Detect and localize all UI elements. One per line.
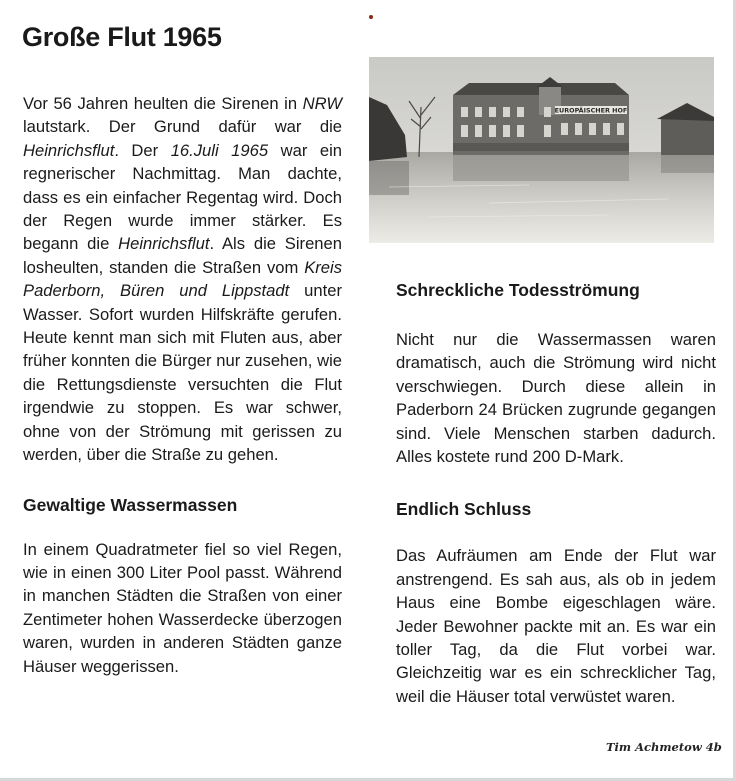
- section-text-wassermassen: In einem Quadratmeter fiel so viel Regen, wie in einen 300 Liter Pool passt. Während in manchen Städten die Straßen von einer Zentimeter hohen Wasserdecke überzogen waren, wurden in anderen Städten ganze Häuser weggerissen.: [23, 539, 342, 676]
- intro-paragraph: [23, 92, 342, 467]
- section-heading-wassermassen: Gewaltige Wassermassen: [23, 494, 238, 515]
- right-column: [396, 279, 716, 708]
- section-text-todesstroemung: Nicht nur die Wassermassen waren dramatisch, auch die Strömung wird nicht verschwiegen. Durch diese allein in Paderborn 24 Brücken zugrunde gegangen sind. Viele Menschen starben dadurch. Alles kostete rund 200 D-Mark.: [396, 330, 716, 467]
- intro-emph-nrw: NRW: [302, 94, 342, 113]
- intro-text-3: . Der: [114, 140, 171, 160]
- intro-emph-date: 16.Juli 1965: [170, 140, 269, 160]
- author-signature: Tim Achmetow 4b: [606, 740, 722, 754]
- left-column: [23, 92, 342, 678]
- intro-emph-heinrichsflut-2: Heinrichsflut: [118, 234, 210, 254]
- section-heading-schluss: Endlich Schluss: [396, 499, 532, 520]
- flood-photo: [369, 57, 714, 243]
- intro-text-2: lautstark. Der Grund dafür war die: [23, 117, 342, 137]
- speck-mark: [369, 15, 373, 19]
- intro-text-5: . Als die Sirenen losheulten, standen die Straßen vom: [23, 234, 342, 277]
- intro-emph-places: Kreis Paderborn, Büren und Lippstadt: [23, 257, 342, 301]
- intro-emph-heinrichsflut: Heinrichsflut: [23, 140, 115, 160]
- intro-text-6: unter Wasser. Sofort wurden Hilfskräfte gerufen. Heute kennt man sich mit Fluten aus, aber früher konnten die Bürger nur zusehen, wie die Rettungsdienste versuchten die Flut irgendwie zu stoppen. Es war schwer, ohne von der Strömung mit gerissen zu werden, über die Straße zu gehen.: [23, 281, 342, 465]
- intro-text-4: war ein regnerischer Nachmittag. Man dachte, dass es ein einfacher Regentag wird. Doch der Regen wurde immer stärker. Es begann die: [23, 140, 342, 254]
- page-title: Große Flut 1965: [22, 22, 222, 52]
- section-text-schluss: Das Aufräumen am Ende der Flut war anstrengend. Es sah aus, als ob in jedem Haus eine Bombe eigeschlagen wäre. Jeder Bewohner packte mit an. Es war ein toller Tag, da die Flut vorbei war. Gleichzeitig war es ein schrecklicher Tag, weil die Häuser total verwüstet waren.: [396, 546, 716, 706]
- intro-text-1: Vor 56 Jahren heulten die Sirenen in: [23, 94, 303, 113]
- section-heading-todesstroemung: Schreckliche Todesströmung: [396, 280, 640, 300]
- hotel-sign: EUROPÄISCHER HOF: [554, 106, 628, 115]
- flood-photo-illustration: [369, 57, 714, 243]
